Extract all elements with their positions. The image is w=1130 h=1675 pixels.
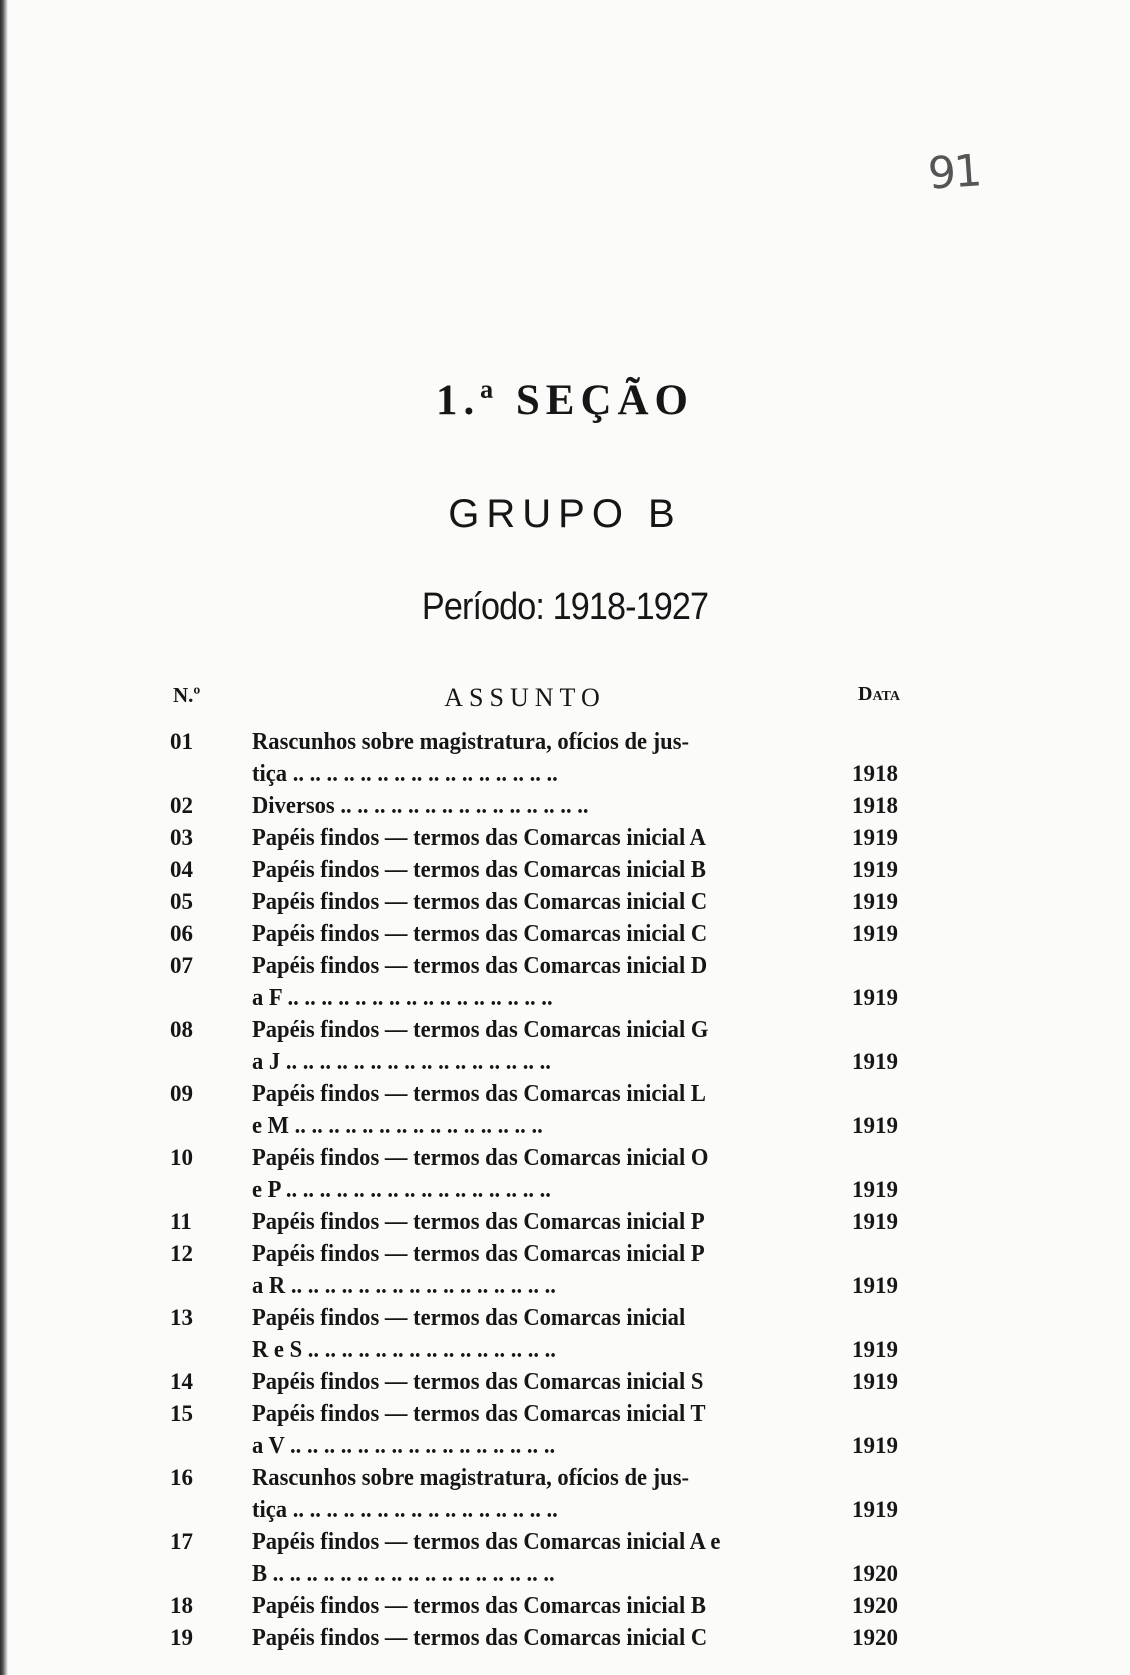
entry-number: 07 — [170, 953, 193, 978]
entry-subject-line: R e S .. .. .. .. .. .. .. .. .. .. .. .. .. .. .. — [252, 1337, 556, 1363]
entry-number: 11 — [170, 1209, 192, 1234]
entry-subject-line: Papéis findos — termos das Comarcas inicial O — [252, 1145, 709, 1171]
entry-number: 06 — [170, 921, 193, 946]
entry-subject-line: Papéis findos — termos das Comarcas inicial P — [252, 1209, 705, 1235]
entry-subject-line: Papéis findos — termos das Comarcas inicial A — [252, 825, 706, 851]
entry-date: 1919 — [852, 985, 898, 1010]
entry-date: 1919 — [852, 1433, 898, 1458]
entry-number: 02 — [170, 793, 193, 818]
list-item — [0, 1398, 1130, 1462]
entry-subject-line: Papéis findos — termos das Comarcas inicial A e — [252, 1529, 721, 1555]
list-item — [0, 1590, 1130, 1622]
entry-date: 1919 — [852, 1113, 898, 1138]
list-item — [0, 726, 1130, 790]
entry-subject-line: e P .. .. .. .. .. .. .. .. .. .. .. .. .. .. .. .. — [252, 1177, 551, 1203]
entry-number: 13 — [170, 1305, 193, 1330]
list-item — [0, 1206, 1130, 1238]
entry-number: 10 — [170, 1145, 193, 1170]
entry-subject-line: Papéis findos — termos das Comarcas inicial L — [252, 1081, 706, 1107]
entry-number: 04 — [170, 857, 193, 882]
entry-subject-line: a V .. .. .. .. .. .. .. .. .. .. .. .. .. .. .. .. — [252, 1433, 556, 1459]
entry-date: 1920 — [852, 1625, 898, 1650]
entry-date: 1919 — [852, 921, 898, 946]
entry-subject-line: Rascunhos sobre magistratura, ofícios de jus- — [252, 1465, 690, 1491]
list-item — [0, 1014, 1130, 1078]
entry-subject-line: Papéis findos — termos das Comarcas inicial S — [252, 1369, 704, 1395]
list-item — [0, 1078, 1130, 1142]
entry-date: 1919 — [852, 857, 898, 882]
entry-subject-line: Papéis findos — termos das Comarcas inicial C — [252, 921, 708, 947]
entry-date: 1919 — [852, 1369, 898, 1394]
entry-subject-line: B .. .. .. .. .. .. .. .. .. .. .. .. .. .. .. .. .. — [252, 1561, 555, 1587]
entry-date: 1920 — [852, 1561, 898, 1586]
entry-number: 01 — [170, 729, 193, 754]
entry-date: 1919 — [852, 1209, 898, 1234]
entry-number: 18 — [170, 1593, 193, 1618]
list-item — [0, 1462, 1130, 1526]
entry-number: 12 — [170, 1241, 193, 1266]
list-item — [0, 790, 1130, 822]
entry-subject-line: Papéis findos — termos das Comarcas inicial — [252, 1305, 686, 1331]
list-item — [0, 918, 1130, 950]
list-item — [0, 1526, 1130, 1590]
entry-number: 14 — [170, 1369, 193, 1394]
entry-subject-line: Papéis findos — termos das Comarcas inicial B — [252, 1593, 706, 1619]
entry-subject-line: Papéis findos — termos das Comarcas inicial B — [252, 857, 706, 883]
column-header-date: Data — [858, 683, 900, 705]
entry-date: 1918 — [852, 761, 898, 786]
entry-number: 19 — [170, 1625, 193, 1650]
entry-number: 09 — [170, 1081, 193, 1106]
entry-number: 16 — [170, 1465, 193, 1490]
list-item — [0, 822, 1130, 854]
entry-subject-line: tiça .. .. .. .. .. .. .. .. .. .. .. .. .. .. .. .. — [252, 1497, 558, 1523]
entry-date: 1920 — [852, 1593, 898, 1618]
entry-subject-line: Papéis findos — termos das Comarcas inicial C — [252, 889, 708, 915]
entry-number: 03 — [170, 825, 193, 850]
column-header-subject: ASSUNTO — [444, 683, 606, 712]
entry-date: 1919 — [852, 825, 898, 850]
entries-list — [0, 726, 1130, 1654]
entry-date: 1919 — [852, 1337, 898, 1362]
entry-number: 15 — [170, 1401, 193, 1426]
list-item — [0, 1366, 1130, 1398]
entry-subject-line: a R .. .. .. .. .. .. .. .. .. .. .. .. .. .. .. .. — [252, 1273, 556, 1299]
entry-date: 1919 — [852, 1049, 898, 1074]
list-item — [0, 854, 1130, 886]
list-item — [0, 1622, 1130, 1654]
column-header-number: N.º — [173, 683, 201, 707]
entry-subject-line: tiça .. .. .. .. .. .. .. .. .. .. .. .. .. .. .. .. — [252, 761, 558, 787]
entry-subject-line: Papéis findos — termos das Comarcas inicial P — [252, 1241, 705, 1267]
list-item — [0, 1238, 1130, 1302]
entry-number: 17 — [170, 1529, 193, 1554]
entry-date: 1918 — [852, 793, 898, 818]
section-title: 1.ª SEÇÃO — [435, 377, 695, 424]
list-item — [0, 950, 1130, 1014]
entry-subject-line: Papéis findos — termos das Comarcas inicial C — [252, 1625, 708, 1651]
page-number: 91 — [926, 145, 982, 200]
period-heading: Período: 1918-1927 — [421, 586, 709, 628]
entry-date: 1919 — [852, 1177, 898, 1202]
entry-subject-line: Papéis findos — termos das Comarcas inicial T — [252, 1401, 706, 1427]
list-item — [0, 886, 1130, 918]
entry-subject-line: Papéis findos — termos das Comarcas inicial G — [252, 1017, 709, 1043]
entry-subject-line: Rascunhos sobre magistratura, ofícios de jus- — [252, 729, 690, 755]
entry-subject-line: e M .. .. .. .. .. .. .. .. .. .. .. .. .. .. .. — [252, 1113, 543, 1139]
entry-date: 1919 — [852, 1273, 898, 1298]
list-item — [0, 1142, 1130, 1206]
entry-subject-line: a F .. .. .. .. .. .. .. .. .. .. .. .. .. .. .. .. — [252, 985, 553, 1011]
entry-date: 1919 — [852, 1497, 898, 1522]
list-item — [0, 1302, 1130, 1366]
entry-number: 08 — [170, 1017, 193, 1042]
entry-subject-line: Diversos .. .. .. .. .. .. .. .. .. .. .. .. .. .. .. — [252, 793, 589, 819]
entry-date: 1919 — [852, 889, 898, 914]
entry-subject-line: Papéis findos — termos das Comarcas inicial D — [252, 953, 708, 979]
entry-number: 05 — [170, 889, 193, 914]
entry-subject-line: a J .. .. .. .. .. .. .. .. .. .. .. .. .. .. .. .. — [252, 1049, 551, 1075]
group-title: GRUPO B — [448, 492, 682, 536]
